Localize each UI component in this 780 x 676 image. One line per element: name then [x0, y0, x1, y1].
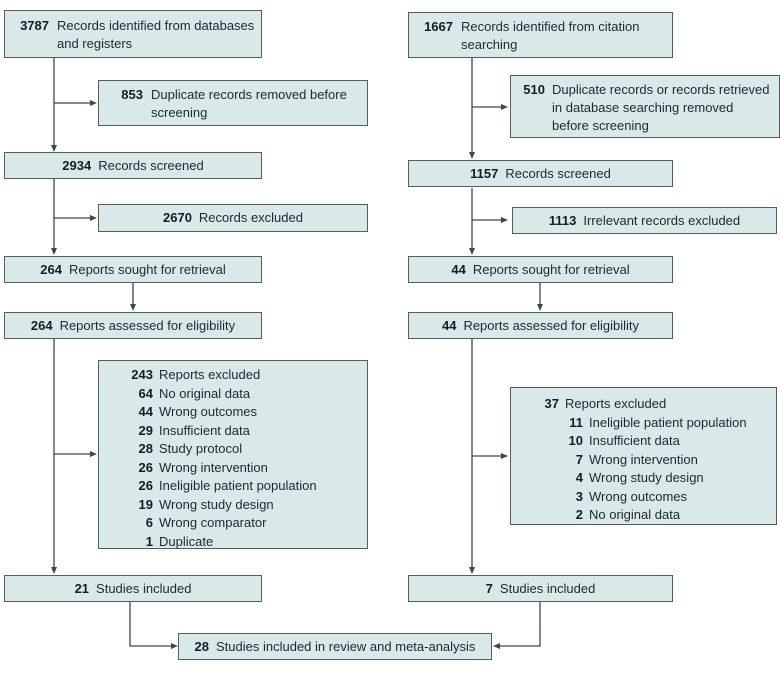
- label: in database searching removed: [552, 100, 734, 115]
- list-item: [99, 459, 367, 478]
- count: 10: [568, 433, 583, 448]
- label: before screening: [552, 118, 649, 133]
- list-item: [511, 395, 776, 414]
- count: 243: [131, 367, 153, 382]
- list-item: [511, 469, 776, 488]
- list-item: [511, 488, 776, 507]
- count: 26: [138, 478, 153, 493]
- count: 264: [30, 317, 53, 333]
- count: 44: [138, 404, 153, 419]
- label: Wrong outcomes: [589, 488, 688, 504]
- label: Reports sought for retrieval: [68, 261, 226, 277]
- count: 7: [485, 580, 493, 596]
- count: 37: [544, 396, 559, 411]
- count: 2: [575, 507, 583, 522]
- label: Reports sought for retrieval: [472, 261, 630, 277]
- box-reports-sought-right: [408, 256, 673, 283]
- list-item: [99, 533, 367, 552]
- label: Study protocol: [159, 441, 243, 456]
- list-item: [99, 403, 367, 422]
- label: Studies included: [96, 580, 192, 596]
- list-item: [99, 422, 367, 441]
- label: Reports assessed for eligibility: [463, 317, 640, 333]
- box-reports-assessed-left: [4, 312, 262, 339]
- box-reports-sought-left: [4, 256, 262, 283]
- count: 2670: [163, 210, 192, 225]
- count: 2934: [62, 157, 92, 173]
- count: 19: [138, 496, 153, 512]
- box-studies-included-final: [178, 633, 492, 660]
- count: 1157: [470, 165, 499, 181]
- label: Records identified from databases: [57, 18, 255, 33]
- label: Studies included: [499, 580, 596, 596]
- count: 6: [145, 515, 153, 530]
- label: Duplicate records removed before: [151, 87, 347, 102]
- box-records-identified-citation: [408, 12, 673, 58]
- count: 3787: [20, 18, 49, 33]
- count: 1667: [424, 19, 453, 34]
- count: 64: [138, 385, 153, 401]
- label: No original data: [159, 385, 251, 401]
- label: Records screened: [98, 157, 204, 173]
- list-item: [99, 514, 367, 533]
- label: searching: [461, 37, 518, 52]
- label: Records excluded: [198, 210, 303, 225]
- list-item: [99, 440, 367, 459]
- count: 28: [194, 638, 210, 654]
- label: screening: [151, 105, 208, 120]
- count: 3: [575, 488, 583, 504]
- label: Insufficient data: [589, 433, 680, 448]
- label: No original data: [589, 507, 681, 522]
- label: Wrong comparator: [159, 515, 267, 530]
- box-studies-included-left: [4, 575, 262, 602]
- box-studies-included-right: [408, 575, 673, 602]
- list-item: [511, 506, 776, 525]
- label: Studies included in review and meta-analysis: [216, 638, 476, 654]
- label: Records identified from citation: [461, 19, 640, 34]
- count: 21: [74, 580, 90, 596]
- box-records-screened-right: [408, 160, 673, 187]
- label: Ineligible patient population: [159, 478, 317, 493]
- list-item: [99, 477, 367, 496]
- box-reports-excluded-reasons-left: [98, 360, 368, 549]
- label: Irrelevant records excluded: [583, 212, 741, 228]
- label: Duplicate records or records retrieved: [552, 82, 770, 97]
- label: Wrong intervention: [159, 459, 268, 475]
- box-reports-excluded-reasons-right: [510, 387, 777, 525]
- label: Reports excluded: [159, 367, 261, 382]
- list-item: [99, 496, 367, 515]
- count: 11: [569, 414, 583, 430]
- count: 26: [138, 459, 153, 475]
- box-reports-assessed-right: [408, 312, 673, 339]
- box-duplicates-removed-right: [510, 75, 780, 138]
- label: Wrong outcomes: [159, 404, 258, 419]
- label: Wrong intervention: [589, 451, 698, 467]
- count: 1: [145, 533, 153, 549]
- count: 853: [121, 87, 143, 102]
- count: 7: [575, 451, 583, 467]
- box-duplicates-removed-left: [98, 80, 368, 126]
- list-item: [99, 385, 367, 404]
- label: Wrong study design: [589, 470, 704, 485]
- label: Ineligible patient population: [589, 414, 747, 430]
- box-irrelevant-records-excluded: [512, 207, 777, 234]
- box-records-identified-databases: [4, 10, 262, 58]
- box-records-screened-left: [4, 152, 262, 179]
- list-item: [99, 366, 367, 385]
- count: 28: [138, 441, 153, 456]
- label: Duplicate: [159, 533, 214, 549]
- connector-right-included-to-final: [499, 602, 540, 646]
- label: Records screened: [505, 165, 611, 181]
- count: 29: [138, 422, 153, 438]
- label: and registers: [57, 36, 133, 51]
- list-item: [511, 451, 776, 470]
- label: Wrong study design: [159, 496, 274, 512]
- count: 264: [40, 261, 62, 277]
- label: Reports excluded: [565, 396, 667, 411]
- count: 4: [575, 470, 583, 485]
- count: 510: [523, 82, 545, 97]
- box-records-excluded-left: [98, 204, 368, 232]
- count: 44: [441, 317, 457, 333]
- list-item: [511, 432, 776, 451]
- label: Insufficient data: [159, 422, 250, 438]
- count: 44: [451, 261, 466, 277]
- count: 1113: [548, 212, 577, 228]
- label: Reports assessed for eligibility: [59, 317, 236, 333]
- list-item: [511, 414, 776, 433]
- connector-left-included-to-final: [130, 602, 172, 646]
